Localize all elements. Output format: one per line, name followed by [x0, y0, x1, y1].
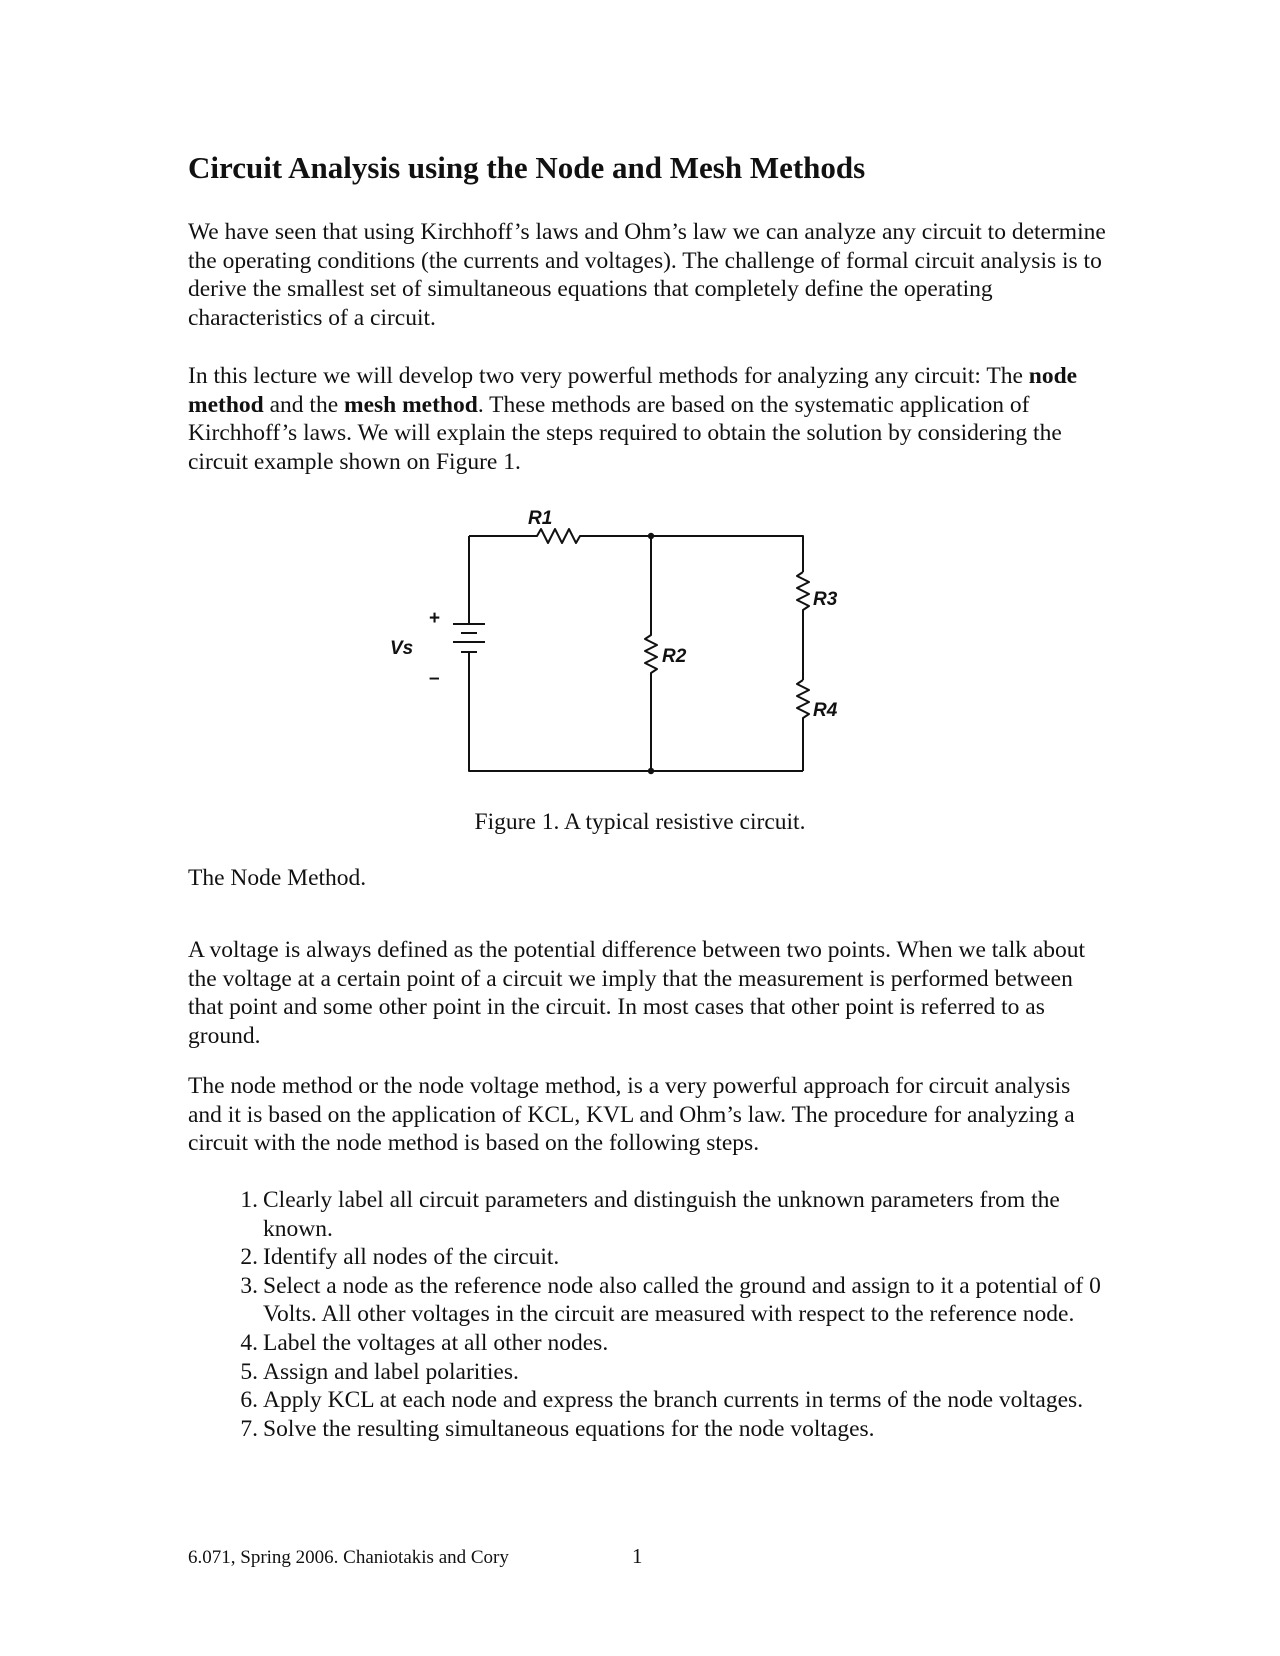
step-text: Select a node as the reference node also called the ground and assign to it a potential of 0 Volts. All other voltages in the circuit are measured with respect to the reference node. [263, 1272, 1101, 1328]
step-number: 2. [240, 1244, 258, 1271]
list-item [188, 1272, 1108, 1329]
r3-label: R3 [813, 589, 838, 610]
r3-resistor [797, 572, 809, 680]
step-text: Label the voltages at all other nodes. [263, 1329, 609, 1356]
step-text: Identify all nodes of the circuit. [263, 1244, 560, 1271]
r4-label: R4 [813, 700, 838, 721]
step-text: Solve the resulting simultaneous equations for the node voltages. [263, 1415, 875, 1442]
intro-paragraph-1: We have seen that using Kirchhoff’s laws and Ohm’s law we can analyze any circuit to determine the operating conditions (the currents and voltages). The challenge of formal circuit analysis is to derive the smallest set of simultaneous equations that completely define the operating characteristics of a circuit. [188, 219, 1106, 331]
step-number: 5. [240, 1358, 258, 1385]
minus-sign: – [429, 668, 440, 689]
r2-resistor [645, 536, 657, 771]
step-text: Assign and label polarities. [263, 1358, 519, 1385]
list-item [188, 1186, 1108, 1243]
plus-sign: + [429, 608, 441, 629]
intro-paragraph-2 [188, 362, 1108, 476]
intro-paragraph-2-and: and the [263, 391, 344, 418]
page-title: Circuit Analysis using the Node and Mesh Methods [188, 150, 866, 185]
list-item [188, 1243, 1108, 1272]
junction-dot-top [648, 533, 654, 539]
page-number: 1 [632, 1544, 643, 1568]
step-number: 7. [240, 1415, 258, 1442]
step-number: 6. [240, 1387, 258, 1414]
step-text: Apply KCL at each node and express the branch currents in terms of the node voltages. [263, 1387, 1084, 1414]
source-wire-bottom [469, 652, 803, 771]
r1-label: R1 [528, 508, 553, 529]
section-heading-node-method: The Node Method. [188, 865, 367, 891]
r2-label: R2 [662, 646, 687, 667]
mesh-method-term: mesh method [344, 391, 478, 418]
intro-paragraph-2-start: In this lecture we will develop two very powerful methods for analyzing any circuit: The [188, 363, 1029, 389]
figure-caption: Figure 1. A typical resistive circuit. [474, 809, 806, 835]
list-item [188, 1386, 1108, 1415]
battery-icon [453, 624, 485, 652]
step-number: 3. [240, 1272, 258, 1299]
vs-label: Vs [390, 638, 414, 659]
step-number: 4. [240, 1329, 258, 1356]
circuit-figure [390, 500, 890, 790]
r4-resistor [797, 680, 809, 771]
footer-course-info: 6.071, Spring 2006. Chaniotakis and Cory [188, 1547, 509, 1568]
list-item [188, 1329, 1108, 1358]
node-method-paragraph-1: A voltage is always defined as the potential difference between two points. When we talk about the voltage at a certain point of a circuit we imply that the measurement is performed between that point and some other point in the circuit. In most cases that other point is referred to as ground. [188, 937, 1086, 1049]
circuit-diagram [390, 500, 890, 790]
node-method-term: node method [188, 363, 1078, 418]
step-number: 1. [240, 1187, 258, 1213]
list-item [188, 1358, 1108, 1387]
step-text: Clearly label all circuit parameters and distinguish the unknown parameters from the known. [263, 1187, 1060, 1242]
steps-list [188, 1186, 1108, 1443]
intro-paragraph-2-end: . These methods are based on the systematic application of Kirchhoff’s laws. We will explain the steps required to obtain the solution by considering the circuit example shown on Figure 1. [188, 391, 1062, 475]
list-item [188, 1415, 1108, 1444]
node-method-paragraph-2: The node method or the node voltage method, is a very powerful approach for circuit analysis and it is based on the application of KCL, KVL and Ohm’s law. The procedure for analyzing a circuit with the node method is based on the following steps. [188, 1073, 1075, 1157]
junction-dot-bottom [648, 768, 654, 774]
r1-resistor [469, 529, 803, 572]
